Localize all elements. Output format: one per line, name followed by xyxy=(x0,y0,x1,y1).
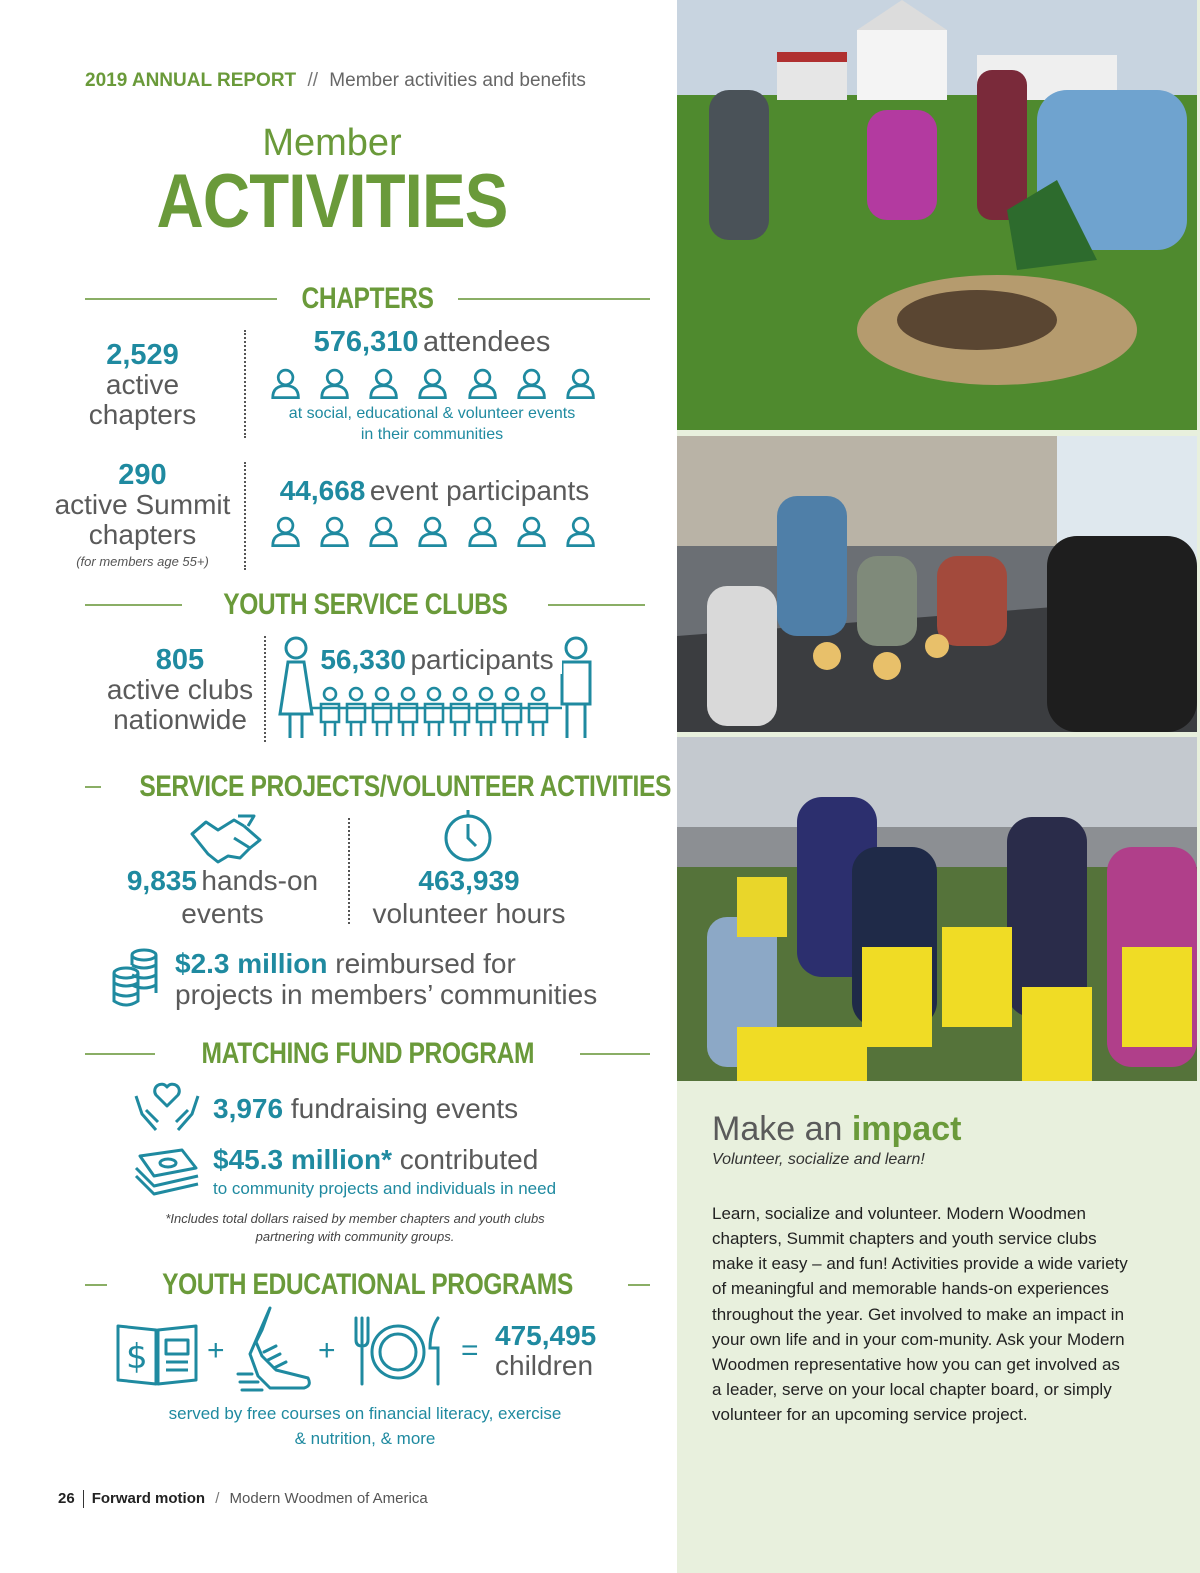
fundraising-events-label: fundraising events xyxy=(290,1093,519,1124)
contributed-caption: to community projects and individuals in need xyxy=(213,1179,557,1198)
report-header xyxy=(85,70,586,92)
hands-on-events-label1: hands-on xyxy=(201,865,319,896)
summit-chapters-count: 290 xyxy=(118,459,167,491)
contributed-stat xyxy=(213,1144,538,1176)
event-participants-label: event participants xyxy=(369,475,590,506)
hands-on-events-stat xyxy=(110,866,335,929)
volunteer-hours-number: 463,939 xyxy=(418,865,520,896)
education-caption-line1: served by free courses on financial literacy, exercise xyxy=(168,1404,562,1423)
attendees-number: 576,310 xyxy=(313,326,419,358)
heading-rule xyxy=(85,786,101,788)
youth-clubs-heading xyxy=(85,588,645,622)
impact-title-bold: impact xyxy=(851,1110,962,1148)
footer-divider xyxy=(83,1490,84,1508)
attendees-caption-line1: at social, educational & volunteer events xyxy=(288,405,576,422)
active-chapters-stat xyxy=(50,340,235,429)
heading-rule xyxy=(548,604,645,606)
person-icon xyxy=(516,366,547,400)
active-chapters-label1: active xyxy=(105,369,180,401)
summit-age-note: (for members age 55+) xyxy=(76,554,209,570)
youth-participants-stat xyxy=(312,645,562,674)
photo-tree-planting xyxy=(677,0,1197,430)
clock-icon xyxy=(440,808,496,864)
photo-kids-gift-bags xyxy=(677,737,1197,1081)
dotted-divider xyxy=(244,462,246,570)
chapters-heading xyxy=(85,282,650,316)
hands-on-events-label2: events xyxy=(181,898,264,930)
active-chapters-count: 2,529 xyxy=(106,339,179,371)
equals-sign: = xyxy=(461,1334,479,1367)
person-icon xyxy=(467,514,498,548)
youth-clubs-count: 805 xyxy=(155,644,205,676)
event-participants-number: 44,668 xyxy=(279,475,366,506)
publication-name: Forward motion xyxy=(91,1490,206,1507)
contributed-amount: $45.3 million* xyxy=(213,1144,392,1175)
volunteer-hours-label: volunteer hours xyxy=(372,898,566,930)
service-heading-label: SERVICE PROJECTS/VOLUNTEER ACTIVITIES xyxy=(139,770,671,803)
running-shoe-icon xyxy=(236,1306,314,1392)
heading-rule xyxy=(628,1284,650,1286)
impact-body-text: Learn, socialize and volunteer. Modern Woodmen chapters, Summit chapters and youth service clubs make it easy – and fun! Activities provide a wide variety of meaningful and memorable hands-on experiences throughout the year. Get involved to make an impact in your own life and in your com-munity. Ask your Modern Woodmen representative how you can get involved as a leader, serve on your local chapter board, or simply volunteer for an upcoming service project. xyxy=(712,1204,1128,1425)
dotted-divider xyxy=(264,636,266,742)
money-stack-icon xyxy=(132,1146,200,1198)
chapters-heading-label: CHAPTERS xyxy=(301,282,434,315)
financial-book-icon xyxy=(116,1322,198,1386)
person-icon xyxy=(319,366,350,400)
youth-clubs-label1: active clubs xyxy=(106,674,254,706)
event-participants-stat xyxy=(262,476,607,505)
heading-rule xyxy=(85,604,182,606)
person-icon xyxy=(565,514,596,548)
fundraising-events-stat xyxy=(213,1093,518,1125)
footer-slash: / xyxy=(215,1490,220,1507)
page-footer xyxy=(58,1490,428,1508)
person-icon xyxy=(417,514,448,548)
person-icon xyxy=(417,366,448,400)
education-caption xyxy=(110,1402,620,1451)
person-icon xyxy=(270,514,301,548)
impact-title xyxy=(712,1110,961,1149)
heading-rule xyxy=(85,1053,155,1055)
children-stat xyxy=(495,1321,596,1381)
matching-heading xyxy=(85,1037,650,1071)
title-member: Member xyxy=(262,122,402,164)
handshake-icon xyxy=(188,812,264,866)
volunteer-hours-stat xyxy=(360,866,578,929)
reimbursed-label2: projects in members’ communities xyxy=(175,979,598,1011)
attendees-caption-line2: in their communities xyxy=(360,425,504,443)
person-icon xyxy=(368,514,399,548)
heading-rule xyxy=(85,298,277,300)
reimbursed-amount: $2.3 million xyxy=(175,948,328,979)
heading-rule xyxy=(458,298,650,300)
organization-name: Modern Woodmen of America xyxy=(229,1490,428,1507)
matching-footnote xyxy=(110,1210,600,1245)
matching-heading-label: MATCHING FUND PROGRAM xyxy=(201,1037,534,1070)
heart-hands-icon xyxy=(134,1076,200,1132)
heading-rule xyxy=(85,1284,107,1286)
attendees-people-icons xyxy=(270,366,596,400)
hands-on-events-number: 9,835 xyxy=(126,865,197,896)
report-subtitle: Member activities and benefits xyxy=(329,70,586,91)
person-icon xyxy=(516,514,547,548)
person-icon xyxy=(467,366,498,400)
education-caption-line2: & nutrition, & more xyxy=(294,1428,436,1448)
service-heading xyxy=(85,770,671,804)
impact-subtitle: Volunteer, socialize and learn! xyxy=(712,1151,925,1168)
youth-participants-number: 56,330 xyxy=(320,644,406,675)
title-activities: ACTIVITIES xyxy=(156,159,508,244)
attendees-stat xyxy=(262,327,602,357)
youth-clubs-heading-label: YOUTH SERVICE CLUBS xyxy=(222,588,508,621)
education-heading xyxy=(85,1268,650,1302)
plus-sign-2: + xyxy=(318,1334,336,1367)
person-icon xyxy=(270,366,301,400)
footnote-line2: partnering with community groups. xyxy=(255,1228,455,1244)
summit-chapters-stat xyxy=(50,460,235,569)
reimbursed-label1: reimbursed for xyxy=(335,948,516,979)
coins-stack-icon xyxy=(110,947,160,1009)
youth-clubs-stat xyxy=(100,645,260,734)
dotted-divider xyxy=(348,818,350,924)
svg-text:$: $ xyxy=(126,1337,148,1377)
fundraising-events-number: 3,976 xyxy=(213,1093,284,1124)
impact-title-plain: Make an xyxy=(712,1110,843,1148)
person-icon xyxy=(319,514,350,548)
report-title: 2019 ANNUAL REPORT xyxy=(85,70,297,91)
summit-chapters-label2: chapters xyxy=(88,518,197,550)
header-separator: // xyxy=(307,70,319,91)
dotted-divider xyxy=(244,330,246,438)
children-number: 475,495 xyxy=(495,1320,597,1351)
children-label: children xyxy=(495,1350,594,1382)
youth-clubs-label2: nationwide xyxy=(113,703,247,735)
contributed-label: contributed xyxy=(399,1144,539,1175)
heading-rule xyxy=(580,1053,650,1055)
youth-participants-label: participants xyxy=(410,644,554,675)
person-icon xyxy=(565,366,596,400)
participants-people-icons xyxy=(270,514,596,548)
plus-sign-1: + xyxy=(207,1334,225,1367)
reimbursed-stat xyxy=(175,948,597,1011)
plate-utensils-icon xyxy=(352,1314,446,1386)
photo-kids-kitchen xyxy=(677,436,1197,732)
attendees-label: attendees xyxy=(422,326,551,358)
attendees-caption xyxy=(262,404,602,446)
person-icon xyxy=(368,366,399,400)
education-heading-label: YOUTH EDUCATIONAL PROGRAMS xyxy=(162,1268,573,1301)
page-number: 26 xyxy=(58,1490,75,1507)
summit-chapters-label1: active Summit xyxy=(54,489,231,521)
active-chapters-label2: chapters xyxy=(88,398,197,430)
footnote-line1: *Includes total dollars raised by member chapters and youth clubs xyxy=(165,1211,545,1226)
